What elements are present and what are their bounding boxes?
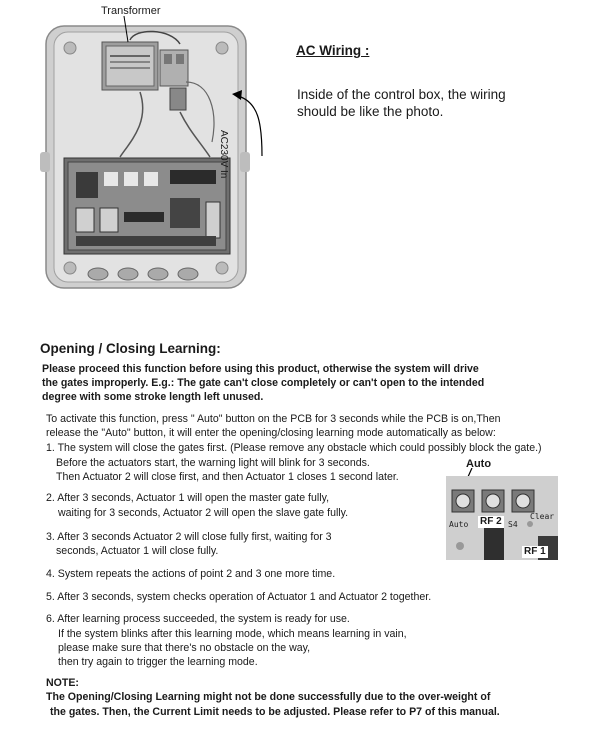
- ac-wiring-text-line2: should be like the photo.: [297, 104, 444, 119]
- learning-heading: Opening / Closing Learning:: [40, 341, 221, 356]
- intro-line-2: release the "Auto" button, it will enter the opening/closing learning mode automatically as below:: [46, 427, 496, 439]
- note-heading: NOTE:: [46, 677, 79, 689]
- silk-auto: Auto: [449, 520, 469, 529]
- step6-line-2: If the system blinks after this learning mode, which means learning in vain,: [58, 628, 407, 640]
- ac-input-label: AC230V In: [218, 130, 229, 179]
- ac-wiring-text-line1: Inside of the control box, the wiring: [297, 87, 506, 102]
- step3-line-1: 3. After 3 seconds Actuator 2 will close fully first, waiting for 3: [46, 531, 332, 543]
- note-line-2: the gates. Then, the Current Limit needs to be adjusted. Please refer to P7 of this manual.: [50, 706, 500, 718]
- step1-line-1: 1. The system will close the gates first. (Please remove any obstacle which could possibly block the gate.): [46, 442, 542, 454]
- warning-line-1: Please proceed this function before using this product, otherwise the system will drive: [42, 363, 479, 375]
- pcb-detail-photo: [446, 476, 558, 560]
- step6-line-1: 6. After learning process succeeded, the system is ready for use.: [46, 613, 350, 625]
- step3-line-2: seconds, Actuator 1 will close fully.: [56, 545, 219, 557]
- transformer-label: Transformer: [101, 5, 161, 17]
- step4-line: 4. System repeats the actions of point 2 and 3 one more time.: [46, 568, 336, 580]
- step2-line-1: 2. After 3 seconds, Actuator 1 will open the master gate fully,: [46, 492, 330, 504]
- silk-clear: Clear: [530, 512, 555, 521]
- step6-line-3: please make sure that there's no obstacle on the way,: [58, 642, 311, 654]
- step6-line-4: then try again to trigger the learning mode.: [58, 656, 258, 668]
- ac-input-arrow: [230, 82, 270, 162]
- note-line-1: The Opening/Closing Learning might not be done successfully due to the over-weight of: [46, 691, 491, 703]
- step1-line-2: Before the actuators start, the warning light will blink for 3 seconds.: [56, 457, 370, 469]
- transformer-pointer-line: [110, 16, 150, 46]
- step1-line-3: Then Actuator 2 will close first, and then Actuator 1 closes 1 second later.: [56, 471, 399, 483]
- warning-line-3: degree with some stroke length left unused.: [42, 391, 264, 403]
- intro-line-1: To activate this function, press " Auto" button on the PCB for 3 seconds while the PCB is on,Then: [46, 413, 501, 425]
- warning-line-2: the gates improperly. E.g.: The gate can't close completely or can't open to the intended: [42, 377, 485, 389]
- silk-s4: S4: [508, 520, 518, 529]
- step5-line: 5. After 3 seconds, system checks operation of Actuator 1 and Actuator 2 together.: [46, 591, 432, 603]
- rf2-label: RF 2: [480, 516, 502, 527]
- ac-wiring-heading: AC Wiring :: [296, 43, 370, 58]
- rf1-label: RF 1: [524, 546, 546, 557]
- auto-callout-label: Auto: [466, 458, 492, 470]
- step2-line-2: waiting for 3 seconds, Actuator 2 will open the slave gate fully.: [58, 507, 349, 519]
